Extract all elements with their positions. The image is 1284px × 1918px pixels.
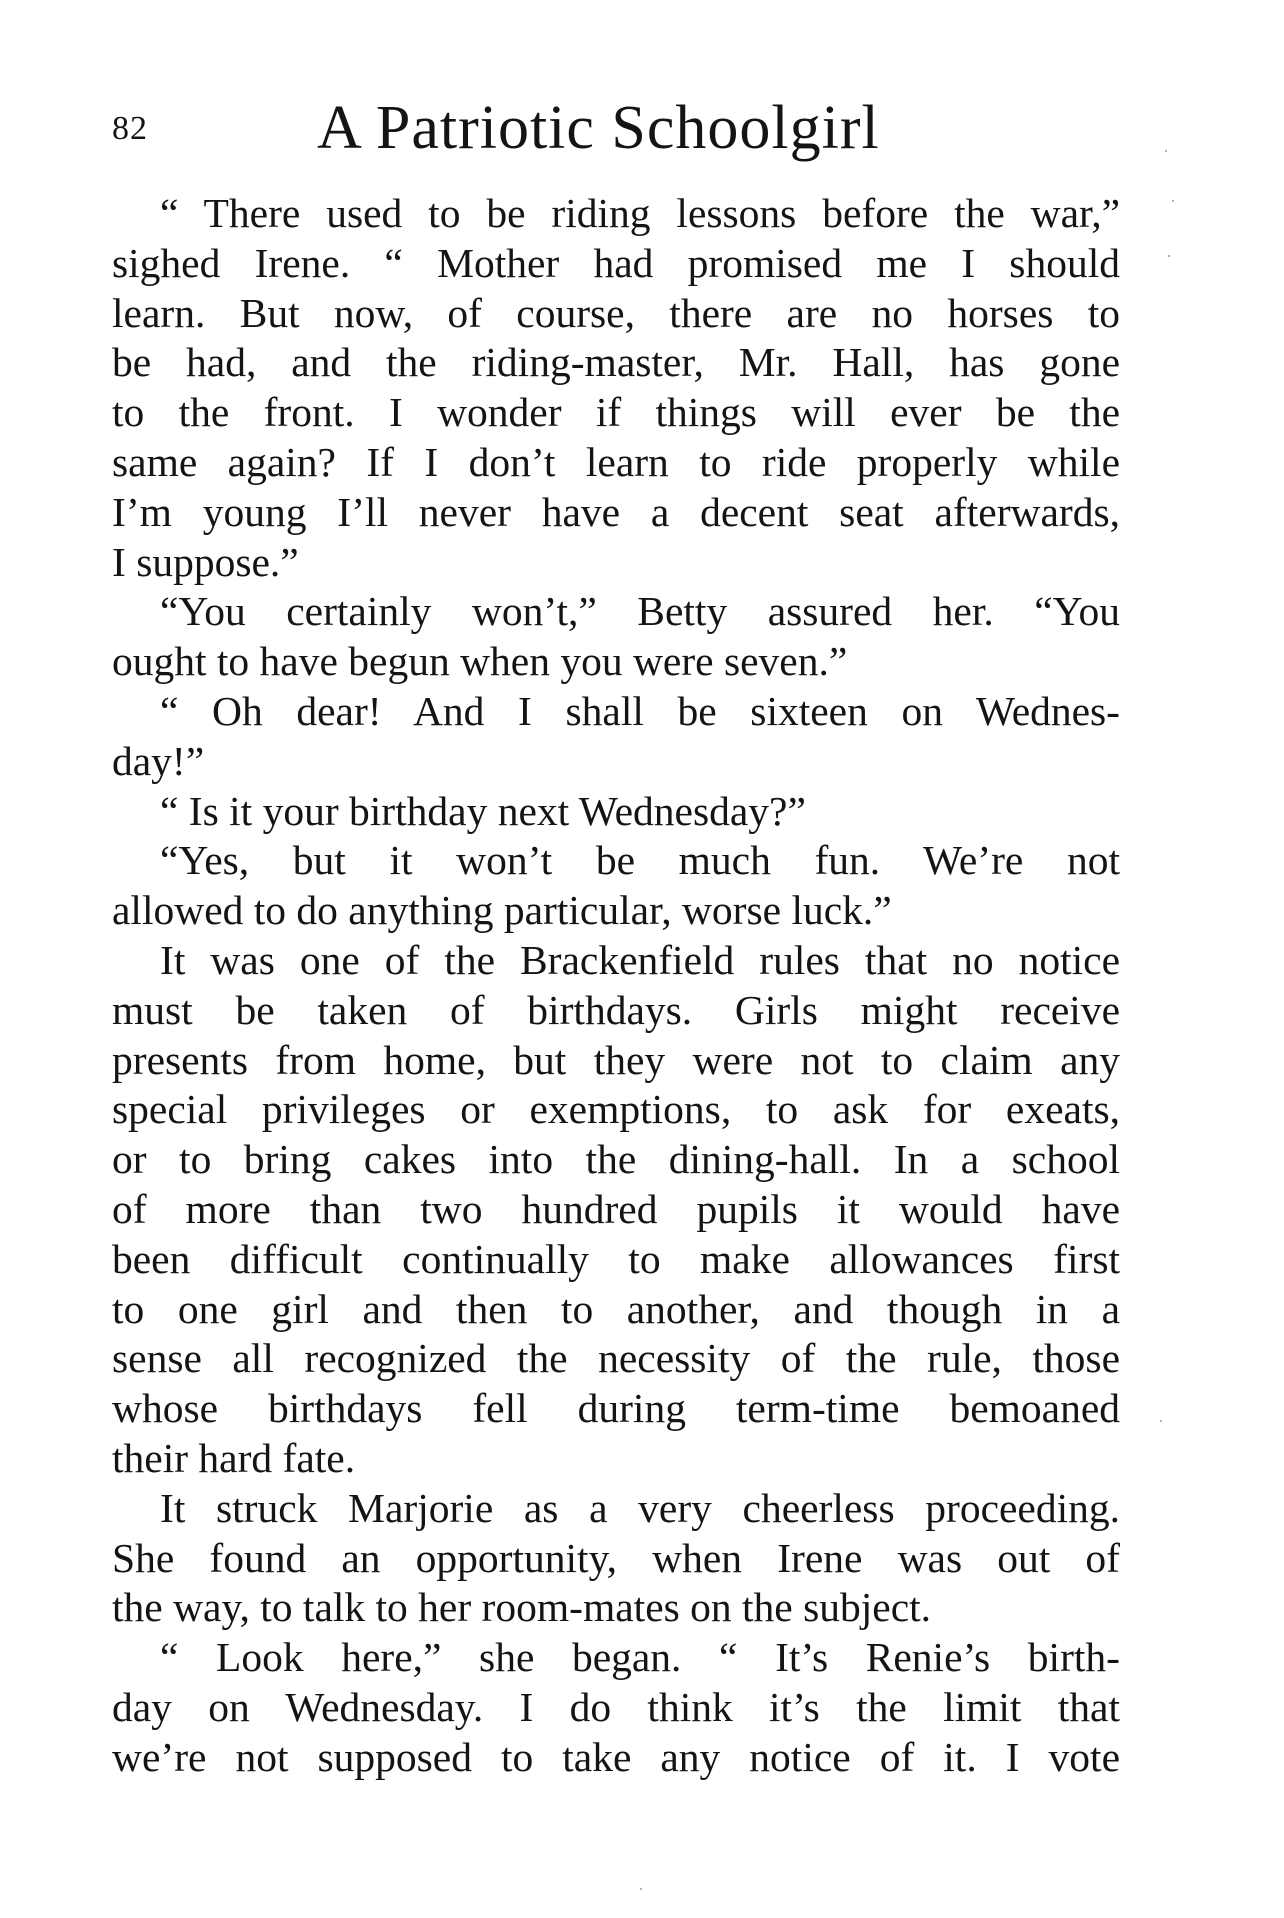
text-line: special privileges or exemptions, to ask for exeats, (112, 1086, 1120, 1133)
paragraph (112, 836, 1120, 936)
text-line: same again? If I don’t learn to ride properly while (112, 438, 1120, 485)
text-line: “ There used to be riding lessons before the war,” (160, 190, 1120, 236)
text-line: be had, and the riding-master, Mr. Hall, has gone (112, 339, 1120, 386)
text-line: of more than two hundred pupils it would have (112, 1185, 1120, 1232)
text-line: must be taken of birthdays. Girls might receive (112, 986, 1120, 1033)
text-line: “ Is it your birthday next Wednesday?” (160, 787, 806, 834)
text-line: She found an opportunity, when Irene was out of (112, 1534, 1120, 1581)
text-line: day!” (112, 737, 205, 784)
text-line: “ Oh dear! And I shall be sixteen on Wednes- (160, 687, 1120, 734)
text-line: “Yes, but it won’t be much fun. We’re not (160, 837, 1120, 884)
text-line: sighed Irene. “ Mother had promised me I should (112, 239, 1120, 286)
text-line: It struck Marjorie as a very cheerless proceeding. (160, 1484, 1120, 1531)
paragraph (112, 1484, 1120, 1633)
text-line: allowed to do anything particular, worse luck.” (112, 887, 892, 934)
text-line: “ Look here,” she began. “ It’s Renie’s birth- (160, 1634, 1120, 1681)
paragraph (112, 189, 1120, 587)
text-line: sense all recognized the necessity of the rule, those (112, 1335, 1120, 1382)
scan-speck (640, 1888, 642, 1890)
text-line: whose birthdays fell during term-time bemoaned (112, 1385, 1120, 1432)
text-line: to the front. I wonder if things will ever be the (112, 389, 1120, 436)
paragraph (112, 787, 1120, 837)
paragraph (112, 587, 1120, 687)
text-line: “You certainly won’t,” Betty assured her. “You (160, 588, 1120, 635)
text-line: I suppose.” (112, 538, 299, 585)
text-line: to one girl and then to another, and though in a (112, 1285, 1120, 1332)
paragraph (112, 1633, 1120, 1782)
text-line: or to bring cakes into the dining-hall. In a school (112, 1136, 1120, 1183)
text-line: ought to have begun when you were seven.” (112, 638, 848, 685)
page-number: 82 (112, 110, 148, 147)
text-line: we’re not supposed to take any notice of it. I vote (112, 1733, 1120, 1780)
text-line: It was one of the Brackenfield rules that no notice (160, 936, 1120, 983)
scan-speck (1165, 150, 1167, 152)
scan-speck (1172, 200, 1174, 202)
text-line: their hard fate. (112, 1434, 356, 1481)
scan-speck (1160, 1420, 1162, 1422)
text-line: been difficult continually to make allowances first (112, 1235, 1120, 1282)
text-line: I’m young I’ll never have a decent seat afterwards, (112, 488, 1120, 535)
paragraph (112, 936, 1120, 1484)
text-line: day on Wednesday. I do think it’s the limit that (112, 1683, 1120, 1730)
paragraph (112, 687, 1120, 787)
text-line: learn. But now, of course, there are no horses to (112, 289, 1120, 336)
body-text (112, 189, 1120, 1783)
scan-speck (1168, 255, 1170, 257)
text-line: presents from home, but they were not to claim any (112, 1036, 1120, 1083)
running-title: A Patriotic Schoolgirl (317, 94, 880, 162)
text-line: the way, to talk to her room-mates on the subject. (112, 1584, 932, 1631)
page-header (112, 88, 1118, 168)
